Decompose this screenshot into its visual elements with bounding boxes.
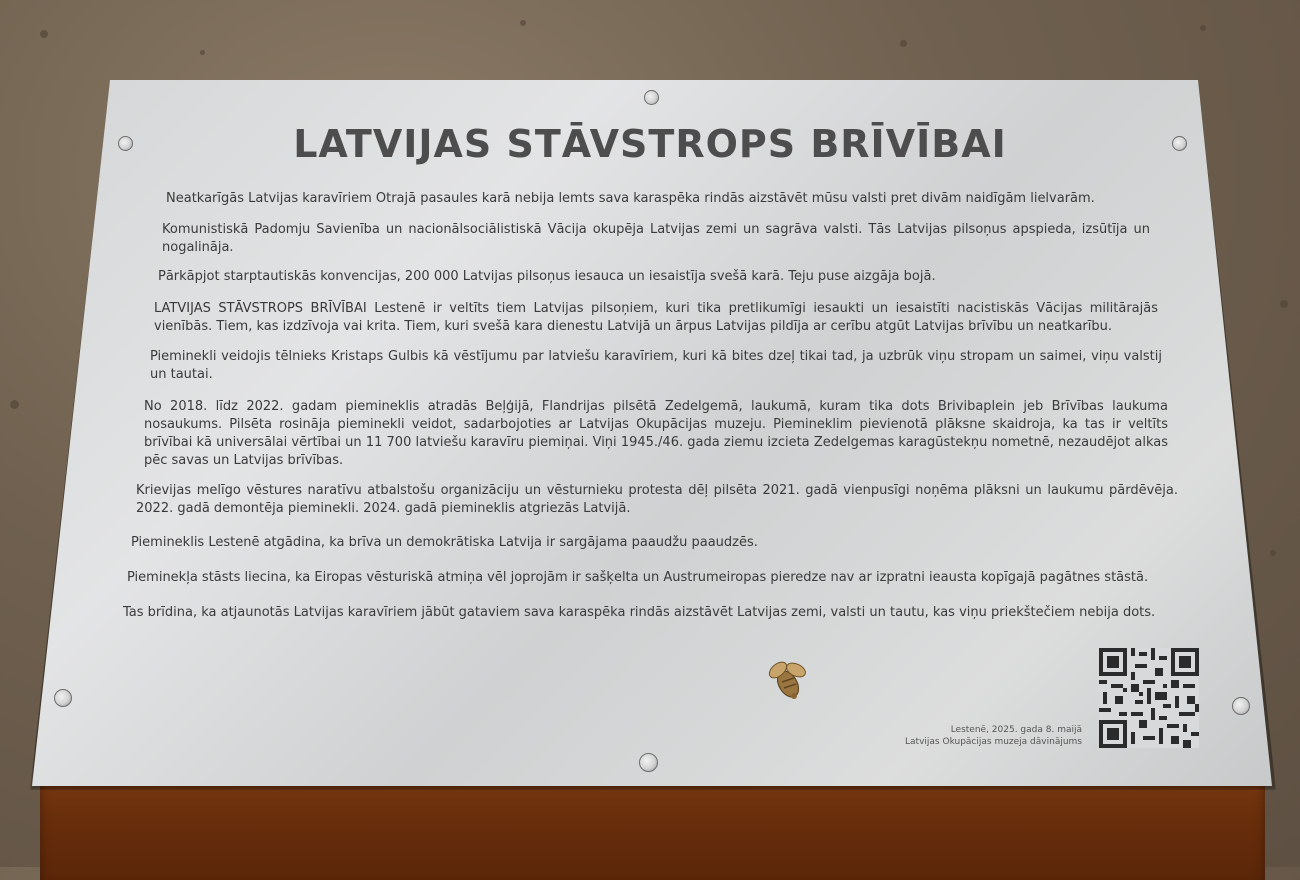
ground-speck xyxy=(900,40,907,47)
bolt-icon xyxy=(639,753,658,772)
plaque-paragraph-3: Pārkāpjot starptautiskās konvencijas, 200 000 Latvijas pilsoņus iesauca un iesaistīja svešā karā. Teju puse aizgāja bojā. xyxy=(158,269,936,284)
bolt-icon xyxy=(54,689,72,707)
plaque-paragraph-4: LATVIJAS STĀVSTROPS BRĪVĪBAI Lestenē ir veltīts tiem Latvijas pilsoņiem, kuri tika pretlikumīgi iesaukti un iesaistīti nacistiskās Vācijas militārajās vienībās. Tiem, kas izdzīvoja vai krita. Tiem, kuri svešā kara dienestu Latvijā un ārpus Latvijas pildīja ar cerību atgūt Latvijas brīvību un neatkarību. xyxy=(154,301,1158,334)
plaque-paragraph-2: Komunistiskā Padomju Savienība un nacionālsociālistiskā Vācija okupēja Latvijas zemi un sagrāva valsti. Tās Latvijas pilsoņus apspieda, izsūtīja un nogalināja. xyxy=(162,222,1150,255)
plaque-paragraph-6: No 2018. līdz 2022. gadam piemineklis atradās Beļģijā, Flandrijas pilsētā Zedelgemā, laukumā, kuram tika dots Brivibaplein jeb Brīvības laukuma nosaukums. Pilsēta rosināja pieminekli veidot, sadarbojoties ar Latvijas Okupācijas muzeju. Piemineklim pievienotā plāksne skaidroja, ka tas ir veltīts brīvībai kā universālai vērtībai un 11 700 latviešu karavīru piemiņai. Viņi 1945./46. gada ziemu izcieta Zedelgemas karagūstekņu nometnē, nezaudējot alkas pēc savas un Latvijas brīvības. xyxy=(144,399,1168,468)
plaque-paragraph-9: Pieminekļa stāsts liecina, ka Eiropas vēsturiskā atmiņa vēl joprojām ir sašķelta un Austrumeiropas pieredze nav ar izpratni ieausta kopīgajā pagātnes stāstā. xyxy=(127,570,1149,585)
ground-speck xyxy=(1280,300,1288,308)
ground-speck xyxy=(520,20,526,26)
plaque-paragraph-10: Tas brīdina, ka atjaunotās Latvijas karavīriem jābūt gataviem sava karaspēka rindās aizstāvēt Latvijas zemi, valsti un tautu, kas viņu priekštečiem nebija dots. xyxy=(123,605,1156,620)
qr-code-icon xyxy=(1097,648,1201,748)
footer-place-date: Lestenē, 2025. gada 8. maijā xyxy=(950,725,1082,735)
bee-icon xyxy=(766,656,810,702)
plaque-paragraph-7: Krievijas melīgo vēstures naratīvu atbalstošu organizāciju un vēsturnieku protesta dēļ pilsēta 2021. gadā vienpusīgi noņēma plāksni un laukumu pārdēvēja. 2022. gadā demontēja pieminekli. 2024. gadā piemineklis atgriezās Latvijā. xyxy=(136,483,1178,516)
ground-speck xyxy=(1270,550,1276,556)
footer-donor: Latvijas Okupācijas muzeja dāvinājums xyxy=(905,737,1082,747)
plaque-title: LATVIJAS STĀVSTROPS BRĪVĪBAI xyxy=(293,122,1007,166)
bolt-icon xyxy=(644,90,659,105)
bolt-icon xyxy=(1232,697,1250,715)
plaque-paragraph-1: Neatkarīgās Latvijas karavīriem Otrajā pasaules karā nebija lemts sava karaspēka rindās aizstāvēt mūsu valsti pret divām naidīgām lielvarām. xyxy=(166,191,1095,206)
ground-speck xyxy=(1200,25,1206,31)
ground-speck xyxy=(200,50,205,55)
ground-speck xyxy=(40,30,48,38)
plaque-paragraph-8: Piemineklis Lestenē atgādina, ka brīva un demokrātiska Latvija ir sargājama paaudžu paaudzēs. xyxy=(131,535,758,550)
plaque-paragraph-5: Pieminekli veidojis tēlnieks Kristaps Gulbis kā vēstījumu par latviešu karavīriem, kuri kā bites dzeļ tikai tad, ja uzbrūk viņu stropam un saimei, viņu valstij un tautai. xyxy=(150,349,1162,382)
ground-speck xyxy=(10,400,19,409)
